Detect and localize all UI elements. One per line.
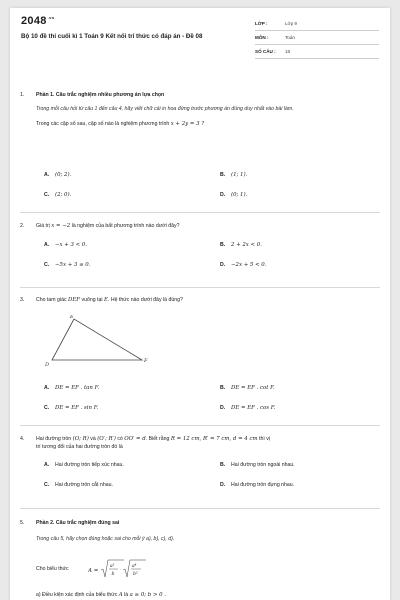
meta-key: LỚP : xyxy=(255,21,268,26)
question-stem: Hai đường tròn (O; R) và (O′; R′) có OO′ = d. Biết rằng R = 12 cm, R′ = 7 cm, d = 4 cm thì vị trí tương đối của hai đường tròn đó là xyxy=(36,436,270,450)
meta-key: SỐ CÂU : xyxy=(255,49,276,54)
option-d[interactable]: D. Hai đường tròn đựng nhau. xyxy=(220,482,295,488)
statement-a[interactable]: a) Điều kiện xác định của biểu thức A là a ≥ 0; b > 0 . xyxy=(36,592,167,598)
option-a[interactable]: A. Hai đường tròn tiếp xúc nhau. xyxy=(44,462,124,468)
meta-value: Toán xyxy=(285,35,295,40)
fraction-2-numerator: a⁴ xyxy=(132,564,137,569)
dot-operator: · xyxy=(120,567,122,572)
meta-row-count xyxy=(255,45,379,59)
document-title: Bộ 10 đề thi cuối kì 1 Toán 9 Kết nối tri thức có đáp án - Đề 08 xyxy=(21,33,203,40)
page-header xyxy=(10,8,390,66)
option-c[interactable]: C. DE = EF . sin F. xyxy=(44,405,99,411)
option-d[interactable]: D. DE = EF . cos F. xyxy=(220,405,276,411)
fraction-1-numerator: a² xyxy=(110,564,115,569)
part-instruction: Trong câu 5, hãy chọn đúng hoặc sai cho mỗi ý a), b), c), d). xyxy=(36,535,175,542)
expression-intro: Cho biểu thức xyxy=(36,566,69,572)
question-body xyxy=(36,520,378,543)
question-number: 2. xyxy=(20,223,25,229)
part-heading: Phần 1. Câu trắc nghiệm nhiều phương án lựa chọn xyxy=(36,92,165,98)
meta-value: 18 xyxy=(285,49,291,54)
question-stem: Trong các cặp số sau, cặp số nào là nghiệm phương trình x + 2y = 3 ? xyxy=(36,121,205,128)
option-d[interactable]: D. (0; 1). xyxy=(220,192,248,198)
divider xyxy=(20,212,380,213)
option-a[interactable]: A. (0; 2). xyxy=(44,172,72,178)
option-d[interactable]: D. −2x + 5 < 0. xyxy=(220,262,267,268)
question-number: 1. xyxy=(20,92,25,98)
question-stem: Cho tam giác DEF vuông tại E. Hệ thức nào dưới đây là đúng? xyxy=(36,297,183,303)
meta-row-class xyxy=(255,17,379,31)
meta-row-subject xyxy=(255,31,379,45)
option-a[interactable]: A. DE = EF . tan F. xyxy=(44,385,100,391)
part-instruction: Trong mỗi câu hỏi từ câu 1 đến câu 4, hãy viết chữ cái in hoa đứng trước phương án đúng duy nhất vào bài làm. xyxy=(36,105,294,112)
option-c[interactable]: C. (2; 0). xyxy=(44,192,72,198)
option-c[interactable]: C. Hai đường tròn cắt nhau. xyxy=(44,482,113,488)
exam-page xyxy=(10,8,390,600)
question-number: 4. xyxy=(20,436,25,442)
divider xyxy=(20,508,380,509)
expression-formula xyxy=(88,558,158,582)
vertex-f-label: F xyxy=(144,358,148,364)
question-stem: Giá trị x = −2 là nghiệm của bất phương trình nào dưới đây? xyxy=(36,223,180,229)
option-a[interactable]: A. −x + 3 < 0. xyxy=(44,242,88,248)
fraction-2-denominator: b² xyxy=(133,572,138,577)
triangle-def xyxy=(52,319,142,360)
expression-line xyxy=(36,558,236,584)
option-b[interactable]: B. Hai đường tròn ngoài nhau. xyxy=(220,462,295,468)
divider xyxy=(20,287,380,288)
divider xyxy=(20,425,380,426)
question-number: 3. xyxy=(20,297,25,303)
option-b[interactable]: B. DE = EF . cot F. xyxy=(220,385,275,391)
option-b[interactable]: B. (1; 1). xyxy=(220,172,248,178)
triangle-def-figure xyxy=(44,315,154,370)
question-number: 5. xyxy=(20,520,25,526)
question-body xyxy=(36,92,378,129)
meta-table xyxy=(255,17,379,59)
meta-value: Lớp 9 xyxy=(285,21,297,26)
site-logo[interactable]: $2048^{.vn}$ xyxy=(21,15,55,27)
meta-key: MÔN : xyxy=(255,35,269,40)
vertex-e-label: E xyxy=(70,315,74,320)
vertex-d-label: D xyxy=(45,362,50,368)
option-c[interactable]: C. −5x + 3 ≤ 0. xyxy=(44,262,91,268)
fraction-1-denominator: b xyxy=(111,572,115,577)
expression-lhs: A = xyxy=(88,568,99,574)
option-b[interactable]: B. 2 + 2x < 0. xyxy=(220,242,262,248)
part-heading: Phần 2. Câu trắc nghiệm đúng sai xyxy=(36,520,120,526)
